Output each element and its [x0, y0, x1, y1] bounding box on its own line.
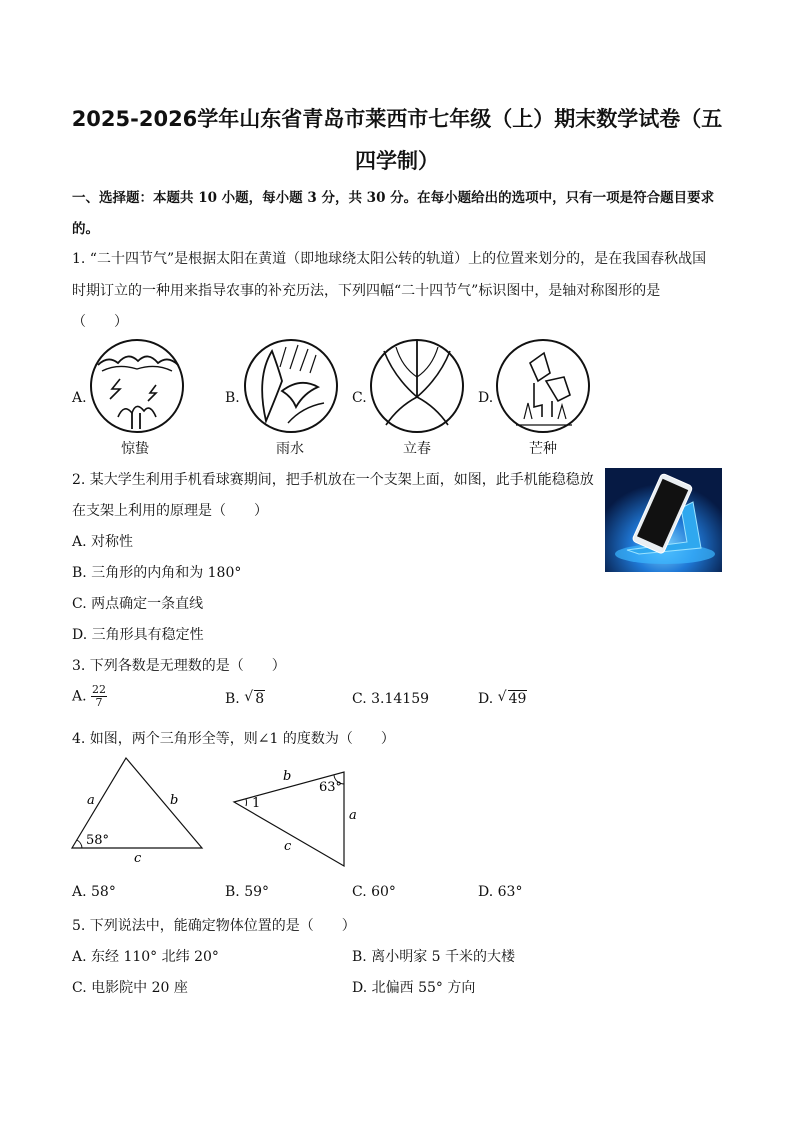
tri1-angle-label: 58° [86, 833, 110, 848]
q1-option-a-caption: 惊蛰 [121, 441, 149, 457]
q3-fraction-numerator: 22 [92, 683, 107, 696]
tri1-side-c: c [134, 851, 142, 864]
q1-option-b-caption: 雨水 [276, 441, 304, 457]
q4-option-b: B. 59° [225, 884, 270, 900]
mangzhong-emblem [494, 337, 592, 435]
q4-option-a: A. 58° [72, 884, 116, 900]
exam-title-line2: 四学制） [355, 149, 439, 173]
radical-sign-icon: √ [497, 689, 507, 705]
q4-triangle-2 [228, 760, 368, 872]
q3-sqrt-49 [498, 691, 528, 707]
q2-stem-line1: 2. 某大学生利用手机看球赛期间，把手机放在一个支架上面，如图，此手机能稳稳放 [72, 472, 594, 488]
q3-option-a [72, 684, 107, 709]
q3-option-b-letter: B. [225, 691, 240, 707]
q5-option-a: A. 东经 110° 北纬 20° [72, 949, 219, 965]
q1-option-a-letter: A. [72, 390, 87, 406]
q2-option-a: A. 对称性 [72, 534, 134, 550]
q1-stem-line2: 时期订立的一种用来指导农事的补充历法，下列四幅“二十四节气”标识图中，是轴对称图形的是 [72, 283, 661, 299]
q1-blank: （ ） [72, 314, 128, 330]
exam-title-line1: 2025-2026学年山东省青岛市莱西市七年级（上）期末数学试卷（五 [71, 107, 723, 131]
q1-option-d-caption: 芒种 [529, 441, 557, 457]
radical-sign-icon: √ [244, 689, 254, 705]
q1-stem-line1: 1. “二十四节气”是根据太阳在黄道（即地球绕太阳公转的轨道）上的位置来划分的，是在我国春秋战国 [72, 251, 707, 267]
q1-option-d-letter: D. [478, 390, 494, 406]
section-heading-cont: 的。 [72, 221, 99, 237]
q4-triangle-1 [66, 752, 211, 864]
q1-option-c-caption: 立春 [403, 441, 431, 457]
q1-option-b-letter: B. [225, 390, 240, 406]
q3-fraction-denominator: 7 [95, 696, 103, 709]
q3-option-c: C. 3.14159 [352, 691, 430, 707]
jingzhe-emblem [88, 337, 186, 435]
q3-sqrt-8 [244, 691, 265, 707]
q3-radicand-d: 49 [508, 691, 527, 707]
q2-stem-line2: 在支架上利用的原理是（ ） [72, 503, 268, 519]
q3-option-d-letter: D. [478, 691, 494, 707]
phone-stand-photo [605, 468, 722, 572]
q4-option-c: C. 60° [352, 884, 396, 900]
q3-option-b [225, 691, 265, 707]
q2-option-c: C. 两点确定一条直线 [72, 596, 204, 612]
q5-option-d: D. 北偏西 55° 方向 [352, 980, 476, 996]
tri2-side-b: b [283, 769, 292, 784]
q3-fraction [91, 684, 107, 709]
q5-stem: 5. 下列说法中，能确定物体位置的是（ ） [72, 918, 356, 934]
q2-option-d: D. 三角形具有稳定性 [72, 627, 204, 643]
q5-option-b: B. 离小明家 5 千米的大楼 [352, 949, 515, 965]
q4-stem: 4. 如图，两个三角形全等，则∠1 的度数为（ ） [72, 731, 395, 747]
q2-option-b: B. 三角形的内角和为 180° [72, 565, 242, 581]
q3-radicand-b: 8 [255, 691, 265, 707]
q3-option-d [478, 691, 527, 707]
yushui-emblem [242, 337, 340, 435]
tri1-side-a: a [87, 793, 95, 808]
q3-option-a-letter: A. [72, 688, 87, 705]
lichun-emblem [368, 337, 466, 435]
tri2-angle-label: 63° [319, 780, 343, 795]
q5-option-c: C. 电影院中 20 座 [72, 980, 188, 996]
tri2-angle-1-mark: 1 [252, 796, 261, 811]
tri2-side-a: a [349, 808, 357, 823]
tri1-side-b: b [170, 793, 179, 808]
q1-option-c-letter: C. [352, 390, 367, 406]
tri2-side-c: c [284, 839, 292, 854]
q3-stem: 3. 下列各数是无理数的是（ ） [72, 658, 286, 674]
section-heading: 一、选择题：本题共 10 小题，每小题 3 分，共 30 分。在每小题给出的选项中，只有一项是符合题目要求 [72, 190, 715, 206]
q4-option-d: D. 63° [478, 884, 523, 900]
